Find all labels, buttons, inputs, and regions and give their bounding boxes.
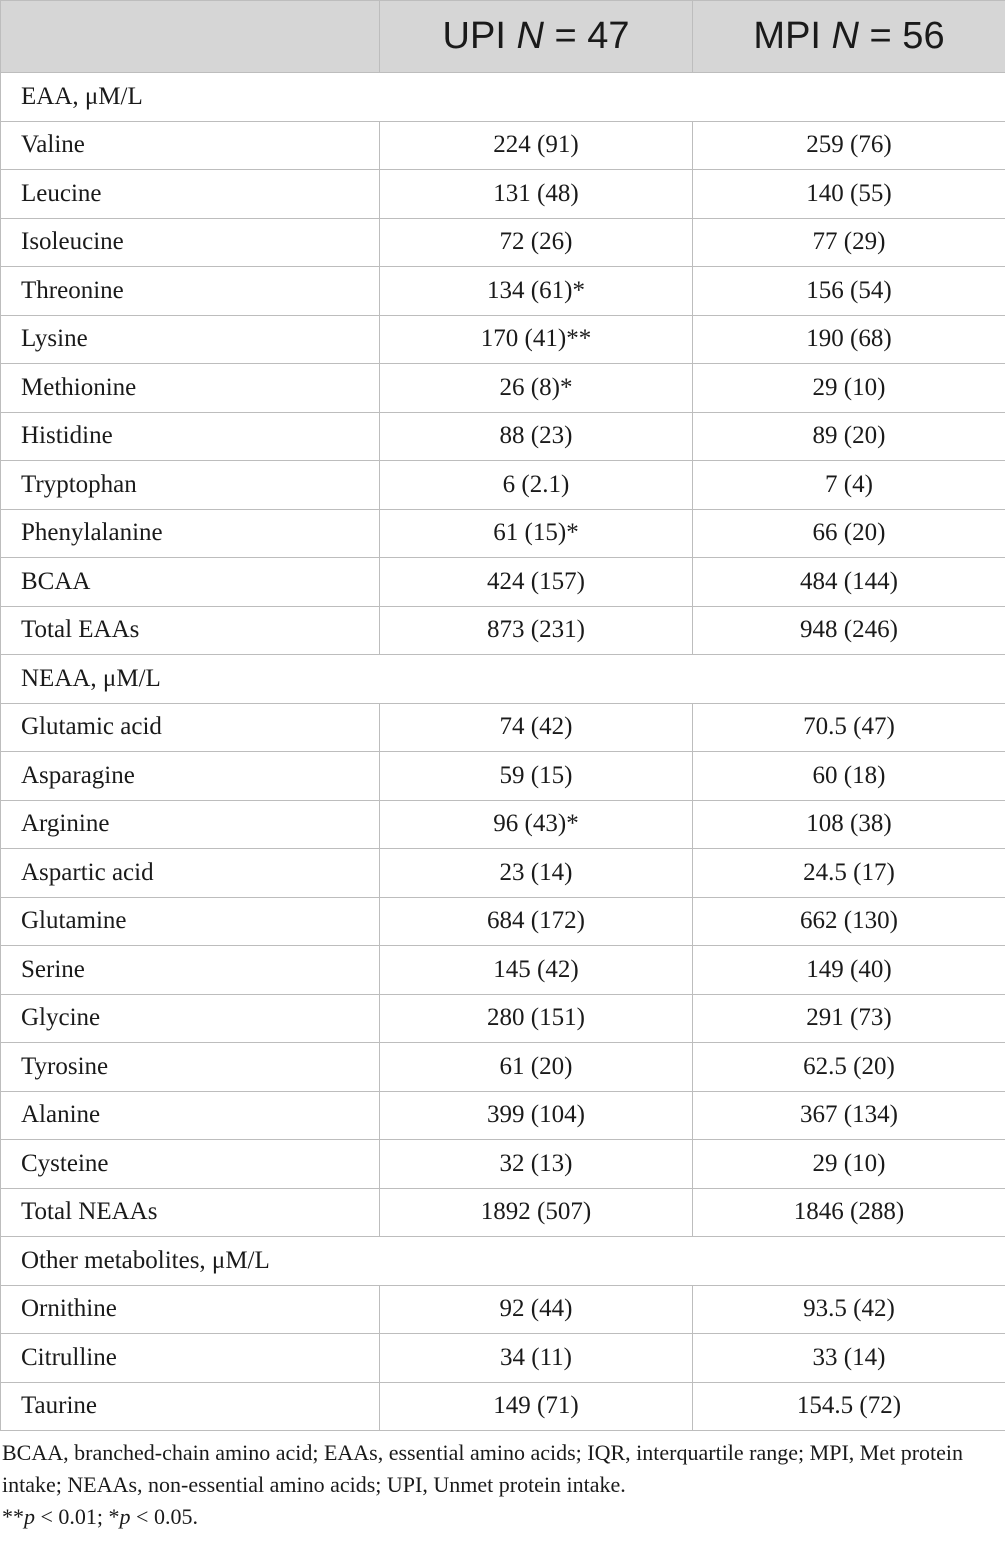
row-upi-cell: 131 (48) bbox=[380, 170, 693, 219]
row-upi-cell: 34 (11) bbox=[380, 1334, 693, 1383]
row-mpi-cell: 66 (20) bbox=[693, 509, 1005, 558]
row-name-cell: Tyrosine bbox=[1, 1043, 380, 1092]
table-row bbox=[1, 703, 1005, 752]
row-name-cell: Citrulline bbox=[1, 1334, 380, 1383]
table-row bbox=[1, 1140, 1005, 1189]
row-mpi-cell: 62.5 (20) bbox=[693, 1043, 1005, 1092]
row-mpi-cell: 93.5 (42) bbox=[693, 1285, 1005, 1334]
row-upi-cell: 26 (8)* bbox=[380, 364, 693, 413]
table-body bbox=[1, 73, 1005, 1431]
footnote-significance: **p < 0.01; *p < 0.05. bbox=[2, 1504, 198, 1529]
row-upi-cell: 61 (20) bbox=[380, 1043, 693, 1092]
table-row bbox=[1, 800, 1005, 849]
row-upi-cell: 224 (91) bbox=[380, 121, 693, 170]
table-row bbox=[1, 1043, 1005, 1092]
section-row bbox=[1, 73, 1005, 122]
row-name-cell: Isoleucine bbox=[1, 218, 380, 267]
row-mpi-cell: 108 (38) bbox=[693, 800, 1005, 849]
section-row bbox=[1, 655, 1005, 704]
table-row bbox=[1, 315, 1005, 364]
row-name-cell: Alanine bbox=[1, 1091, 380, 1140]
row-name-cell: Taurine bbox=[1, 1382, 380, 1431]
row-mpi-cell: 367 (134) bbox=[693, 1091, 1005, 1140]
row-upi-cell: 23 (14) bbox=[380, 849, 693, 898]
table-row bbox=[1, 121, 1005, 170]
row-mpi-cell: 7 (4) bbox=[693, 461, 1005, 510]
row-mpi-cell: 33 (14) bbox=[693, 1334, 1005, 1383]
row-name-cell: Valine bbox=[1, 121, 380, 170]
row-mpi-cell: 156 (54) bbox=[693, 267, 1005, 316]
row-name-cell: Methionine bbox=[1, 364, 380, 413]
table-row bbox=[1, 558, 1005, 607]
row-mpi-cell: 948 (246) bbox=[693, 606, 1005, 655]
section-title: NEAA, μM/L bbox=[1, 655, 1005, 704]
table-row bbox=[1, 1188, 1005, 1237]
row-mpi-cell: 140 (55) bbox=[693, 170, 1005, 219]
row-name-cell: Lysine bbox=[1, 315, 380, 364]
row-upi-cell: 134 (61)* bbox=[380, 267, 693, 316]
row-upi-cell: 684 (172) bbox=[380, 897, 693, 946]
row-name-cell: Glutamic acid bbox=[1, 703, 380, 752]
section-row bbox=[1, 1237, 1005, 1286]
table-row bbox=[1, 1382, 1005, 1431]
row-name-cell: Ornithine bbox=[1, 1285, 380, 1334]
header-row bbox=[1, 1, 1005, 73]
table-footnote bbox=[0, 1431, 1005, 1533]
footnote-abbreviations: BCAA, branched-chain amino acid; EAAs, essential amino acids; IQR, interquartile range; MPI, Met protein intake; NEAAs, non-essential amino acids; UPI, Unmet protein intake. bbox=[2, 1440, 964, 1497]
table-row bbox=[1, 946, 1005, 995]
table-row bbox=[1, 1285, 1005, 1334]
row-name-cell: Glutamine bbox=[1, 897, 380, 946]
row-name-cell: Aspartic acid bbox=[1, 849, 380, 898]
section-title: EAA, μM/L bbox=[1, 73, 1005, 122]
row-mpi-cell: 259 (76) bbox=[693, 121, 1005, 170]
row-mpi-cell: 29 (10) bbox=[693, 364, 1005, 413]
row-name-cell: Asparagine bbox=[1, 752, 380, 801]
row-upi-cell: 145 (42) bbox=[380, 946, 693, 995]
row-name-cell: Histidine bbox=[1, 412, 380, 461]
header-mpi: MPI N = 56 bbox=[693, 1, 1005, 73]
row-mpi-cell: 291 (73) bbox=[693, 994, 1005, 1043]
row-mpi-cell: 29 (10) bbox=[693, 1140, 1005, 1189]
table-row bbox=[1, 364, 1005, 413]
section-title: Other metabolites, μM/L bbox=[1, 1237, 1005, 1286]
row-upi-cell: 88 (23) bbox=[380, 412, 693, 461]
row-upi-cell: 92 (44) bbox=[380, 1285, 693, 1334]
row-name-cell: Cysteine bbox=[1, 1140, 380, 1189]
row-name-cell: BCAA bbox=[1, 558, 380, 607]
table-row bbox=[1, 170, 1005, 219]
row-mpi-cell: 1846 (288) bbox=[693, 1188, 1005, 1237]
row-mpi-cell: 89 (20) bbox=[693, 412, 1005, 461]
row-upi-cell: 399 (104) bbox=[380, 1091, 693, 1140]
row-mpi-cell: 154.5 (72) bbox=[693, 1382, 1005, 1431]
table-row bbox=[1, 461, 1005, 510]
row-mpi-cell: 70.5 (47) bbox=[693, 703, 1005, 752]
table-row bbox=[1, 897, 1005, 946]
table-row bbox=[1, 509, 1005, 558]
table-row bbox=[1, 849, 1005, 898]
row-upi-cell: 59 (15) bbox=[380, 752, 693, 801]
row-name-cell: Total EAAs bbox=[1, 606, 380, 655]
row-upi-cell: 32 (13) bbox=[380, 1140, 693, 1189]
table-row bbox=[1, 267, 1005, 316]
row-name-cell: Total NEAAs bbox=[1, 1188, 380, 1237]
row-name-cell: Tryptophan bbox=[1, 461, 380, 510]
row-upi-cell: 280 (151) bbox=[380, 994, 693, 1043]
row-mpi-cell: 24.5 (17) bbox=[693, 849, 1005, 898]
table-row bbox=[1, 1091, 1005, 1140]
row-upi-cell: 170 (41)** bbox=[380, 315, 693, 364]
table-row bbox=[1, 606, 1005, 655]
row-name-cell: Glycine bbox=[1, 994, 380, 1043]
table-row bbox=[1, 994, 1005, 1043]
row-mpi-cell: 149 (40) bbox=[693, 946, 1005, 995]
row-upi-cell: 424 (157) bbox=[380, 558, 693, 607]
row-name-cell: Serine bbox=[1, 946, 380, 995]
row-upi-cell: 74 (42) bbox=[380, 703, 693, 752]
row-upi-cell: 873 (231) bbox=[380, 606, 693, 655]
row-mpi-cell: 484 (144) bbox=[693, 558, 1005, 607]
table-row bbox=[1, 412, 1005, 461]
table-row bbox=[1, 1334, 1005, 1383]
row-name-cell: Arginine bbox=[1, 800, 380, 849]
row-upi-cell: 96 (43)* bbox=[380, 800, 693, 849]
row-upi-cell: 61 (15)* bbox=[380, 509, 693, 558]
table-row bbox=[1, 218, 1005, 267]
row-upi-cell: 72 (26) bbox=[380, 218, 693, 267]
row-mpi-cell: 60 (18) bbox=[693, 752, 1005, 801]
header-empty-cell bbox=[1, 1, 380, 73]
row-mpi-cell: 77 (29) bbox=[693, 218, 1005, 267]
table-row bbox=[1, 752, 1005, 801]
row-name-cell: Phenylalanine bbox=[1, 509, 380, 558]
row-upi-cell: 149 (71) bbox=[380, 1382, 693, 1431]
row-upi-cell: 1892 (507) bbox=[380, 1188, 693, 1237]
row-name-cell: Leucine bbox=[1, 170, 380, 219]
header-upi: UPI N = 47 bbox=[380, 1, 693, 73]
row-mpi-cell: 190 (68) bbox=[693, 315, 1005, 364]
row-name-cell: Threonine bbox=[1, 267, 380, 316]
row-mpi-cell: 662 (130) bbox=[693, 897, 1005, 946]
row-upi-cell: 6 (2.1) bbox=[380, 461, 693, 510]
